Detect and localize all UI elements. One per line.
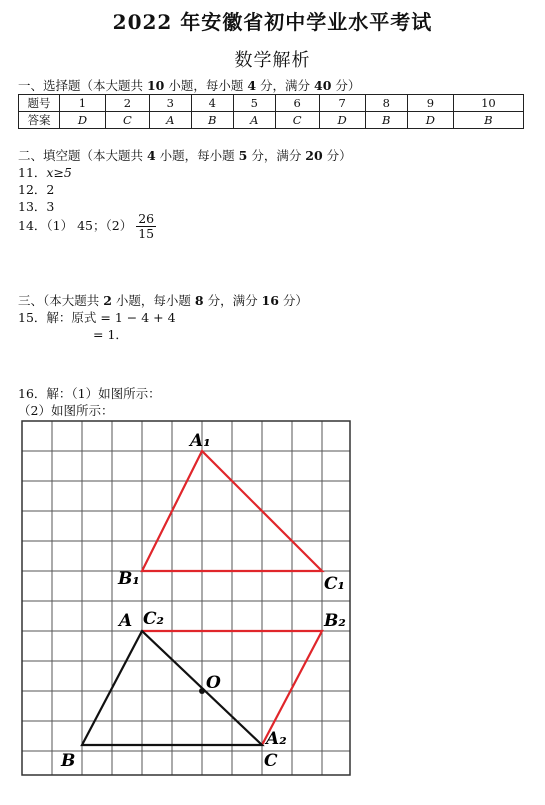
answer-cell: A (233, 112, 275, 129)
answer-q15-line1: 15．解：原式 = 1 − 4 + 4 (18, 310, 176, 325)
label-a2: A₂ (266, 729, 287, 749)
section2-heading: 二、填空题（本大题共 4 小题，每小题 5 分，满分 20 分） (18, 148, 352, 163)
question-number: 10 (453, 95, 523, 112)
answer-cell: D (60, 112, 106, 129)
answer-q15-line2: = 1． (93, 327, 128, 342)
fraction: $\frac{26}{15}$ (138, 211, 155, 241)
grid-lines (22, 421, 350, 775)
question-number: 1 (60, 95, 106, 112)
answer-cell: B (365, 112, 407, 129)
answer-cell: B (191, 112, 233, 129)
answer-q11: 11．x≥5 (18, 165, 72, 180)
answer-q12: 12．2 (18, 182, 55, 197)
row-label-answers: 答案 (19, 112, 60, 129)
question-number: 5 (233, 95, 275, 112)
section3-heading: 三、（本大题共 2 小题，每小题 8 分，满分 16 分） (18, 293, 308, 308)
question-number: 9 (407, 95, 453, 112)
answer-cell: C (105, 112, 149, 129)
page-subtitle: 数学解析 (234, 50, 311, 71)
answer-q13: 13．3 (18, 199, 55, 214)
answer-cell: D (407, 112, 453, 129)
label-b1: B₁ (118, 569, 140, 589)
label-a: A (119, 611, 133, 631)
label-c1: C₁ (324, 574, 345, 594)
answer-cell: C (275, 112, 319, 129)
grid-border (22, 421, 350, 775)
label-c2: C₂ (143, 609, 164, 629)
answer-q16-line1: 16．解：（1）如图所示： (18, 386, 161, 401)
question-number: 3 (149, 95, 191, 112)
label-c: C (264, 751, 278, 771)
answer-q14: 14．（1） 45；（2） $\frac{26}{15}$ (18, 211, 155, 241)
label-b2: B₂ (324, 611, 346, 631)
answer-cell: A (149, 112, 191, 129)
label-a1: A₁ (190, 431, 211, 451)
label-b: B (61, 751, 76, 771)
page-title: 2022 年安徽省初中学业水平考试 (112, 10, 433, 34)
answer-cell: B (453, 112, 523, 129)
point-o (199, 688, 205, 694)
answer-cell: D (319, 112, 365, 129)
question-number: 6 (275, 95, 319, 112)
question-number: 4 (191, 95, 233, 112)
label-o: O (206, 673, 221, 693)
answer-q16-line2: （2）如图所示： (18, 403, 114, 418)
question-number: 8 (365, 95, 407, 112)
question-number: 2 (105, 95, 149, 112)
question-number: 7 (319, 95, 365, 112)
row-label-numbers: 题号 (19, 95, 60, 112)
section1-heading: 一、选择题（本大题共 10 小题，每小题 4 分，满分 40 分） (18, 78, 361, 93)
